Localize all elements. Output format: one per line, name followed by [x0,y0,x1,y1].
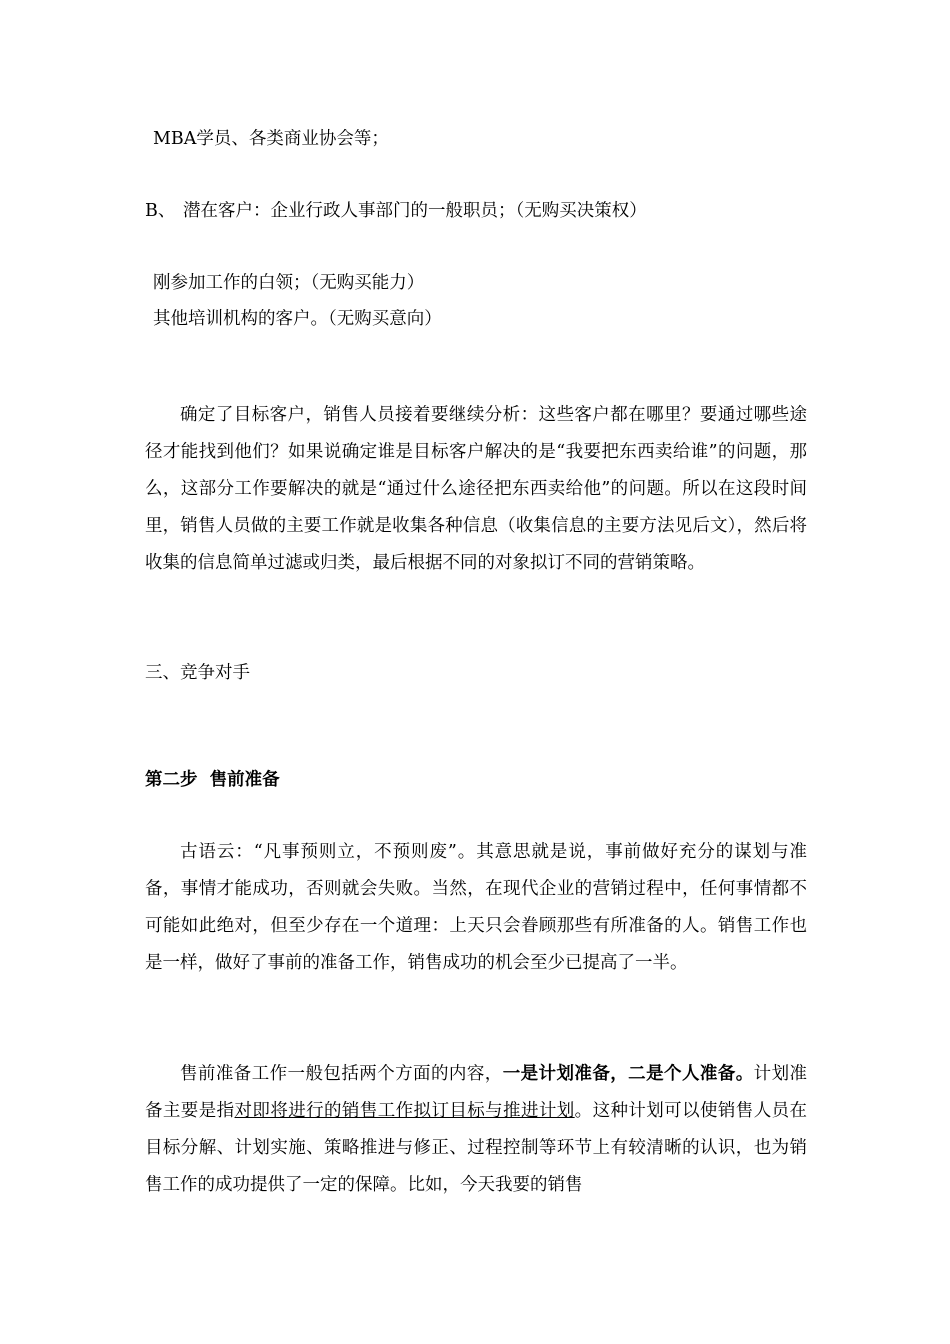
list-item-b-marker: B、 [145,201,176,221]
para3-text-1: 售前准备工作一般包括两个方面的内容， [180,1064,503,1084]
list-line-other-clients: 其他培训机构的客户。（无购买意向） [153,309,442,329]
para3-underlined-text: 对即将进行的销售工作拟订目标与推进计划 [234,1101,575,1121]
list-line-white-collar: 刚参加工作的白领；（无购买能力） [153,273,425,293]
para3-text-2: 计划准备主要是指 [145,1064,808,1121]
para3-bold-text: 一是计划准备，二是个人准备。 [502,1064,754,1084]
paragraph-presale-content [145,1056,807,1204]
paragraph-proverb: 古语云：“凡事预则立，不预则废”。其意思就是说，事前做好充分的谋划与准备，事情才能成功，否则就会失败。当然，在现代企业的营销过程中，任何事情都不可能如此绝对，但至少存在一个道理：上天只会眷顾那些有所准备的人。销售工作也是一样，做好了事前的准备工作，销售成功的机会至少已提高了一半。 [145,842,807,973]
list-line-mba: MBA学员、各类商业协会等； [153,129,389,149]
paragraph-target-customers: 确定了目标客户，销售人员接着要继续分析：这些客户都在哪里？要通过哪些途径才能找到他们？如果说确定谁是目标客户解决的是“我要把东西卖给谁”的问题，那么，这部分工作要解决的就是“通过什么途径把东西卖给他”的问题。所以在这段时间里，销售人员做的主要工作就是收集各种信息（收集信息的主要方法见后文），然后将收集的信息简单过滤或归类，最后根据不同的对象拟订不同的营销策略。 [145,405,807,573]
para3-text-3: 。这种计划可以使销售人员在目标分解、计划实施、策略推进与修正、过程控制等环节上有较清晰的认识，也为销售工作的成功提供了一定的保障。比如，今天我要的销售 [145,1101,808,1195]
list-item-b-text: 潜在客户：企业行政人事部门的一般职员；（无购买决策权） [183,201,647,221]
step-heading-presale-prep: 第二步 售前准备 [145,770,280,790]
section-heading-competitors: 三、竞争对手 [145,663,250,683]
